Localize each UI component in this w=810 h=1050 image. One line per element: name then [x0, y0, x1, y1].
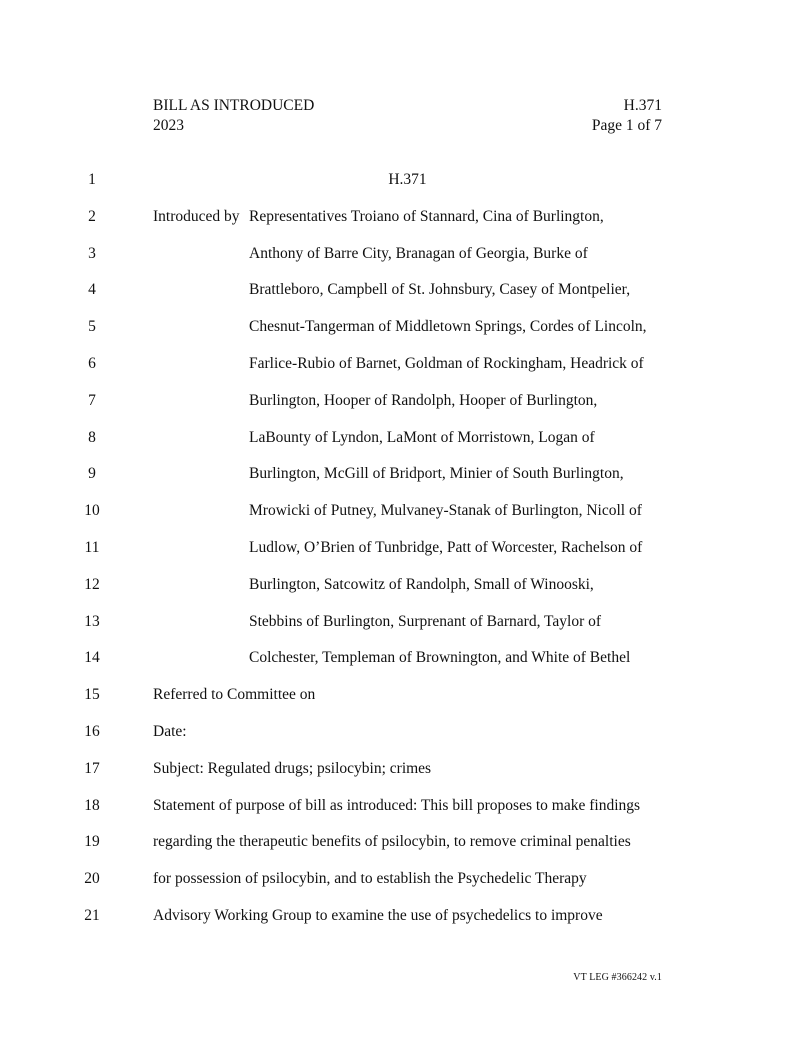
document-header: [153, 96, 662, 136]
sponsors-text: Chesnut-Tangerman of Middletown Springs, Cordes of Lincoln,: [249, 318, 647, 336]
line-number: 10: [84, 502, 100, 520]
line-15: [0, 680, 810, 717]
bill-number: H.371: [623, 97, 662, 114]
statement-of-purpose: Advisory Working Group to examine the use of psychedelics to improve: [153, 906, 603, 924]
line-number: 12: [84, 575, 100, 593]
statement-of-purpose: Statement of purpose of bill as introduced: This bill proposes to make findings: [153, 796, 641, 814]
statement-of-purpose: regarding the therapeutic benefits of psilocybin, to remove criminal penalties: [153, 833, 631, 851]
numbered-lines: [0, 165, 810, 938]
sponsors-text: Brattleboro, Campbell of St. Johnsbury, Casey of Montpelier,: [249, 281, 631, 299]
line-number: 9: [88, 465, 96, 483]
sponsors-text: Mrowicki of Putney, Mulvaney-Stanak of Burlington, Nicoll of: [249, 502, 642, 520]
line-4: [0, 275, 810, 312]
line-11: [0, 533, 810, 570]
line-number: 8: [88, 428, 96, 446]
line-number: 20: [84, 870, 100, 888]
line-18: [0, 791, 810, 828]
line-number: 13: [84, 612, 100, 630]
date-label: Date:: [153, 722, 187, 740]
line-number: 21: [84, 906, 100, 924]
referred-to-committee: Referred to Committee on: [153, 686, 316, 704]
line-number: 17: [84, 759, 100, 777]
line-2: [0, 202, 810, 239]
sponsors-text: Farlice-Rubio of Barnet, Goldman of Rockingham, Headrick of: [249, 354, 644, 372]
sponsors-text: Burlington, Satcowitz of Randolph, Small of Winooski,: [249, 575, 594, 593]
line-8: [0, 423, 810, 460]
line-5: [0, 312, 810, 349]
sponsors-text: Burlington, McGill of Bridport, Minier of South Burlington,: [249, 465, 624, 483]
line-13: [0, 607, 810, 644]
sponsors-text: Ludlow, O’Brien of Tunbridge, Patt of Worcester, Rachelson of: [249, 538, 643, 556]
header-row-1: [153, 96, 662, 116]
subject-line: Subject: Regulated drugs; psilocybin; crimes: [153, 759, 432, 777]
line-number: 6: [88, 354, 96, 372]
line-number: 4: [88, 281, 96, 299]
line-9: [0, 459, 810, 496]
document-footer-id: VT LEG #366242 v.1: [573, 972, 662, 983]
sponsors-text: Representatives Troiano of Stannard, Cina of Burlington,: [249, 207, 604, 225]
line-16: [0, 717, 810, 754]
sponsors-text: Burlington, Hooper of Randolph, Hooper of Burlington,: [249, 391, 598, 409]
sponsors-text: LaBounty of Lyndon, LaMont of Morristown, Logan of: [249, 428, 595, 446]
line-number: 15: [84, 686, 100, 704]
line-21: [0, 901, 810, 938]
bill-year: 2023: [153, 117, 184, 134]
line-10: [0, 496, 810, 533]
line-7: [0, 386, 810, 423]
line-1: [0, 165, 810, 202]
introduced-by-label: Introduced by: [153, 207, 240, 225]
line-number: 1: [88, 171, 96, 188]
line-number: 14: [84, 649, 100, 667]
line-number: 19: [84, 833, 100, 851]
bill-status-label: BILL AS INTRODUCED: [153, 97, 315, 114]
statement-of-purpose: for possession of psilocybin, and to establish the Psychedelic Therapy: [153, 870, 587, 888]
line-19: [0, 827, 810, 864]
line-number: 2: [88, 207, 96, 225]
line-number: 18: [84, 796, 100, 814]
line-17: [0, 754, 810, 791]
line-6: [0, 349, 810, 386]
bill-title: H.371: [388, 171, 427, 188]
sponsors-text: Colchester, Templeman of Brownington, and White of Bethel: [249, 649, 631, 667]
line-number: 11: [84, 538, 100, 556]
sponsors-text: Anthony of Barre City, Branagan of Georgia, Burke of: [249, 244, 588, 262]
line-number: 16: [84, 722, 100, 740]
line-20: [0, 864, 810, 901]
line-14: [0, 643, 810, 680]
line-12: [0, 570, 810, 607]
line-number: 5: [88, 318, 96, 336]
header-row-2: [153, 116, 662, 136]
line-number: 3: [88, 244, 96, 262]
line-3: [0, 239, 810, 276]
line-number: 7: [88, 391, 96, 409]
sponsors-text: Stebbins of Burlington, Surprenant of Barnard, Taylor of: [249, 612, 602, 630]
page-indicator: Page 1 of 7: [591, 117, 662, 134]
